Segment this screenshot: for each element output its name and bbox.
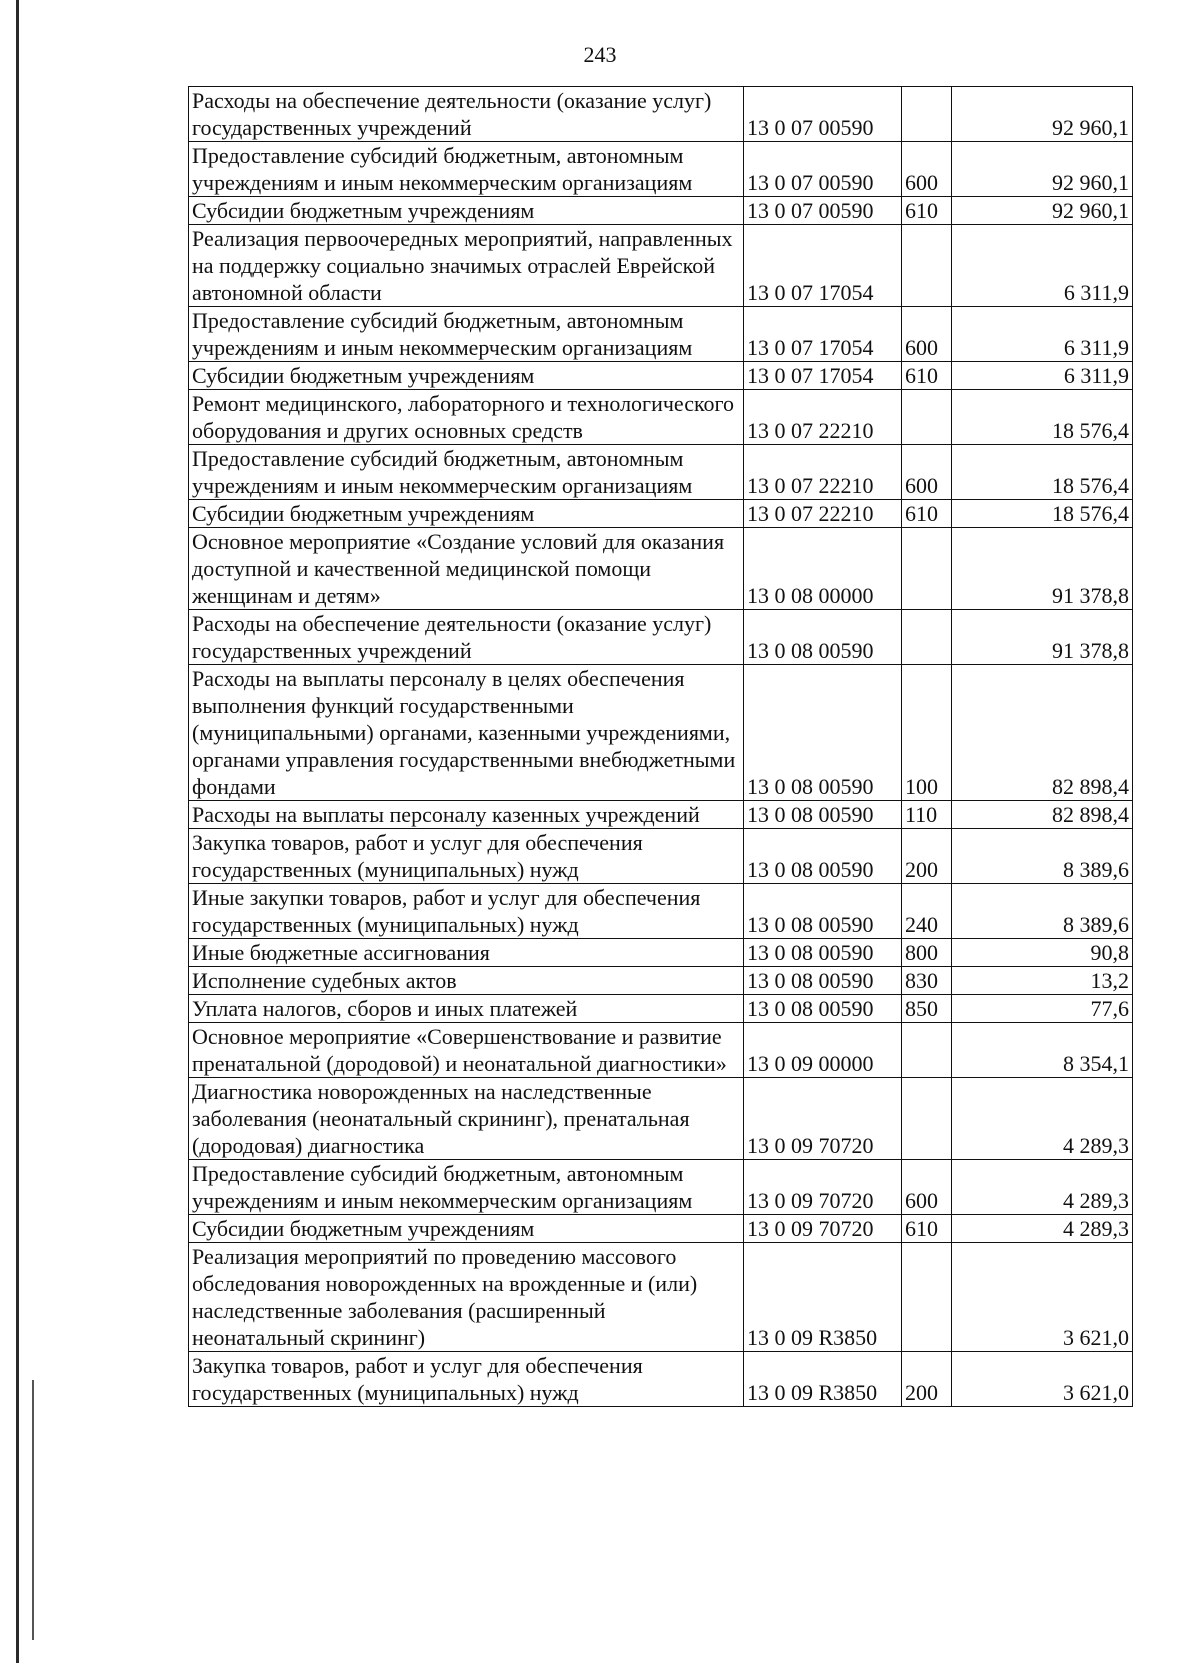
table-row <box>189 1023 1133 1078</box>
row-name-cell: Диагностика новорожденных на наследственные заболевания (неонатальный скрининг), пренатальная (дородовая) диагностика <box>189 1078 744 1160</box>
row-name-cell: Расходы на выплаты персоналу в целях обеспечения выполнения функций государственными (муниципальными) органами, казенными учреждениями, органами управления государственными внебюджетными фондами <box>189 665 744 801</box>
row-code-cell: 13 0 07 00590 <box>744 142 902 197</box>
row-code-cell: 13 0 07 17054 <box>744 362 902 390</box>
row-code-cell: 13 0 07 22210 <box>744 445 902 500</box>
table-row <box>189 1160 1133 1215</box>
row-sum-cell: 6 311,9 <box>952 225 1133 307</box>
row-code-cell: 13 0 09 00000 <box>744 1023 902 1078</box>
row-code-cell: 13 0 07 17054 <box>744 225 902 307</box>
row-code-cell: 13 0 08 00590 <box>744 801 902 829</box>
table-row <box>189 1243 1133 1352</box>
row-code-cell: 13 0 08 00000 <box>744 528 902 610</box>
row-type-cell: 610 <box>902 1215 952 1243</box>
row-type-cell <box>902 610 952 665</box>
table-row <box>189 939 1133 967</box>
table-row <box>189 967 1133 995</box>
table-row <box>189 197 1133 225</box>
row-name-cell: Закупка товаров, работ и услуг для обеспечения государственных (муниципальных) нужд <box>189 1352 744 1407</box>
row-type-cell: 600 <box>902 307 952 362</box>
row-name-cell: Основное мероприятие «Совершенствование и развитие пренатальной (дородовой) и неонатальной диагностики» <box>189 1023 744 1078</box>
table-row <box>189 528 1133 610</box>
row-code-cell: 13 0 08 00590 <box>744 995 902 1023</box>
row-name-cell: Предоставление субсидий бюджетным, автономным учреждениям и иным некоммерческим организациям <box>189 445 744 500</box>
row-name-cell: Закупка товаров, работ и услуг для обеспечения государственных (муниципальных) нужд <box>189 829 744 884</box>
row-sum-cell: 4 289,3 <box>952 1078 1133 1160</box>
table-row <box>189 307 1133 362</box>
row-type-cell <box>902 1023 952 1078</box>
row-code-cell: 13 0 07 00590 <box>744 197 902 225</box>
row-type-cell <box>902 225 952 307</box>
row-sum-cell: 18 576,4 <box>952 445 1133 500</box>
row-sum-cell: 3 621,0 <box>952 1352 1133 1407</box>
row-name-cell: Предоставление субсидий бюджетным, автономным учреждениям и иным некоммерческим организациям <box>189 307 744 362</box>
row-name-cell: Субсидии бюджетным учреждениям <box>189 1215 744 1243</box>
row-type-cell: 200 <box>902 1352 952 1407</box>
table-row <box>189 390 1133 445</box>
budget-table-body <box>189 87 1133 1407</box>
table-row <box>189 801 1133 829</box>
table-row <box>189 142 1133 197</box>
row-name-cell: Иные закупки товаров, работ и услуг для обеспечения государственных (муниципальных) нужд <box>189 884 744 939</box>
row-name-cell: Расходы на выплаты персоналу казенных учреждений <box>189 801 744 829</box>
row-code-cell: 13 0 09 70720 <box>744 1078 902 1160</box>
row-sum-cell: 8 354,1 <box>952 1023 1133 1078</box>
row-name-cell: Реализация первоочередных мероприятий, направленных на поддержку социально значимых отраслей Еврейской автономной области <box>189 225 744 307</box>
row-type-cell: 850 <box>902 995 952 1023</box>
row-code-cell: 13 0 08 00590 <box>744 665 902 801</box>
row-code-cell: 13 0 07 22210 <box>744 500 902 528</box>
row-sum-cell: 91 378,8 <box>952 528 1133 610</box>
row-code-cell: 13 0 08 00590 <box>744 610 902 665</box>
table-row <box>189 500 1133 528</box>
row-type-cell <box>902 390 952 445</box>
page-number: 243 <box>583 42 617 67</box>
row-sum-cell: 92 960,1 <box>952 197 1133 225</box>
row-name-cell: Уплата налогов, сборов и иных платежей <box>189 995 744 1023</box>
table-row <box>189 362 1133 390</box>
row-name-cell: Предоставление субсидий бюджетным, автономным учреждениям и иным некоммерческим организациям <box>189 1160 744 1215</box>
row-sum-cell: 3 621,0 <box>952 1243 1133 1352</box>
row-code-cell: 13 0 07 17054 <box>744 307 902 362</box>
row-code-cell: 13 0 09 R3850 <box>744 1352 902 1407</box>
row-sum-cell: 8 389,6 <box>952 884 1133 939</box>
row-type-cell: 800 <box>902 939 952 967</box>
row-name-cell: Субсидии бюджетным учреждениям <box>189 500 744 528</box>
row-name-cell: Субсидии бюджетным учреждениям <box>189 197 744 225</box>
row-sum-cell: 18 576,4 <box>952 390 1133 445</box>
table-row <box>189 1352 1133 1407</box>
row-code-cell: 13 0 08 00590 <box>744 884 902 939</box>
row-name-cell: Иные бюджетные ассигнования <box>189 939 744 967</box>
row-sum-cell: 18 576,4 <box>952 500 1133 528</box>
row-sum-cell: 92 960,1 <box>952 87 1133 142</box>
row-type-cell: 240 <box>902 884 952 939</box>
row-name-cell: Ремонт медицинского, лабораторного и технологического оборудования и других основных средств <box>189 390 744 445</box>
row-sum-cell: 77,6 <box>952 995 1133 1023</box>
row-type-cell <box>902 1078 952 1160</box>
row-type-cell: 110 <box>902 801 952 829</box>
row-sum-cell: 82 898,4 <box>952 665 1133 801</box>
table-row <box>189 445 1133 500</box>
budget-table <box>188 86 1133 1407</box>
row-name-cell: Расходы на обеспечение деятельности (оказание услуг) государственных учреждений <box>189 610 744 665</box>
row-type-cell <box>902 528 952 610</box>
row-code-cell: 13 0 09 R3850 <box>744 1243 902 1352</box>
row-type-cell: 610 <box>902 197 952 225</box>
row-name-cell: Реализация мероприятий по проведению массового обследования новорожденных на врожденные и (или) наследственные заболевания (расширенный неонатальный скрининг) <box>189 1243 744 1352</box>
table-row <box>189 87 1133 142</box>
row-sum-cell: 6 311,9 <box>952 362 1133 390</box>
row-type-cell: 600 <box>902 142 952 197</box>
row-name-cell: Субсидии бюджетным учреждениям <box>189 362 744 390</box>
row-sum-cell: 91 378,8 <box>952 610 1133 665</box>
row-type-cell: 100 <box>902 665 952 801</box>
row-name-cell: Предоставление субсидий бюджетным, автономным учреждениям и иным некоммерческим организациям <box>189 142 744 197</box>
row-code-cell: 13 0 08 00590 <box>744 939 902 967</box>
row-type-cell: 610 <box>902 500 952 528</box>
row-code-cell: 13 0 08 00590 <box>744 967 902 995</box>
row-type-cell: 600 <box>902 1160 952 1215</box>
row-sum-cell: 13,2 <box>952 967 1133 995</box>
table-row <box>189 610 1133 665</box>
row-sum-cell: 4 289,3 <box>952 1160 1133 1215</box>
row-type-cell: 600 <box>902 445 952 500</box>
row-code-cell: 13 0 07 00590 <box>744 87 902 142</box>
table-row <box>189 829 1133 884</box>
table-row <box>189 884 1133 939</box>
row-sum-cell: 90,8 <box>952 939 1133 967</box>
table-row <box>189 225 1133 307</box>
row-code-cell: 13 0 08 00590 <box>744 829 902 884</box>
scan-binding-edge <box>16 0 19 1663</box>
row-type-cell <box>902 87 952 142</box>
table-row <box>189 1215 1133 1243</box>
row-type-cell <box>902 1243 952 1352</box>
table-row <box>189 665 1133 801</box>
row-code-cell: 13 0 07 22210 <box>744 390 902 445</box>
table-row <box>189 995 1133 1023</box>
row-sum-cell: 4 289,3 <box>952 1215 1133 1243</box>
row-name-cell: Основное мероприятие «Создание условий для оказания доступной и качественной медицинской помощи женщинам и детям» <box>189 528 744 610</box>
row-sum-cell: 8 389,6 <box>952 829 1133 884</box>
row-name-cell: Расходы на обеспечение деятельности (оказание услуг) государственных учреждений <box>189 87 744 142</box>
table-row <box>189 1078 1133 1160</box>
row-code-cell: 13 0 09 70720 <box>744 1160 902 1215</box>
row-code-cell: 13 0 09 70720 <box>744 1215 902 1243</box>
scan-binding-edge-lower <box>32 1380 34 1640</box>
row-sum-cell: 6 311,9 <box>952 307 1133 362</box>
row-type-cell: 200 <box>902 829 952 884</box>
row-sum-cell: 82 898,4 <box>952 801 1133 829</box>
row-name-cell: Исполнение судебных актов <box>189 967 744 995</box>
row-type-cell: 610 <box>902 362 952 390</box>
row-sum-cell: 92 960,1 <box>952 142 1133 197</box>
row-type-cell: 830 <box>902 967 952 995</box>
